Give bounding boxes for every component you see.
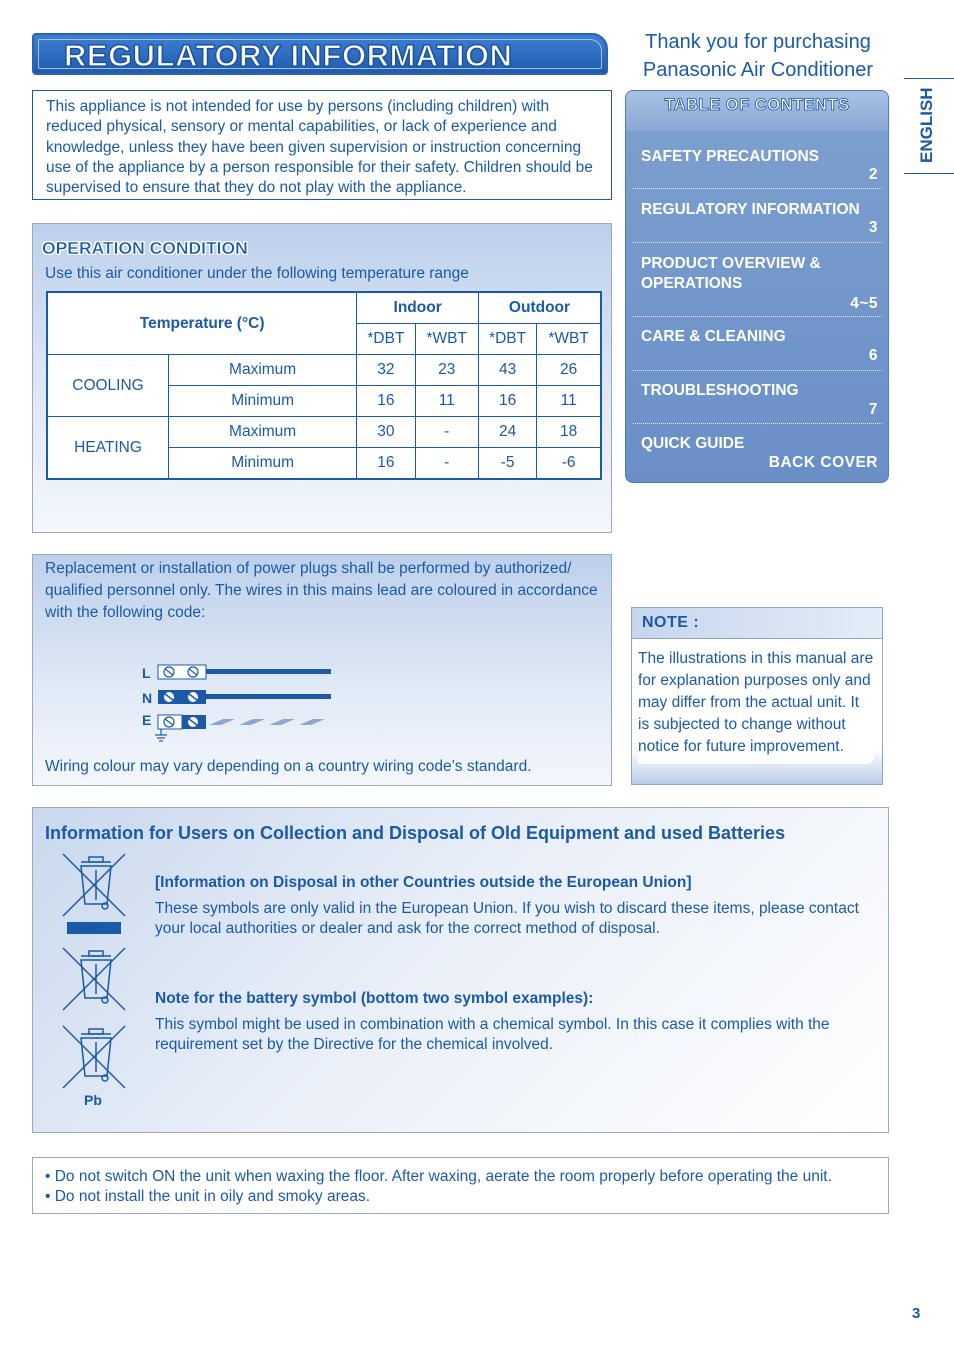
- disposal-text-outside-eu: These symbols are only valid in the European Union. If you wish to discard these items, please contact your local authorities or dealer and ask for the correct method of disposal.: [155, 900, 859, 937]
- value-cell: 30: [357, 417, 415, 448]
- toc-item-regulatory-information[interactable]: [633, 189, 882, 243]
- value-cell: 16: [357, 386, 415, 417]
- value-cell: 18: [537, 417, 601, 448]
- toc-item-label: CARE & CLEANING: [641, 328, 786, 345]
- value-cell: 23: [415, 355, 478, 386]
- warnings-box: [32, 1157, 889, 1214]
- limit-cell: Maximum: [169, 417, 357, 448]
- toc-item-page: 7: [868, 401, 878, 418]
- wire-label-earth: E: [142, 712, 152, 728]
- toc-item-page: BACK COVER: [768, 454, 878, 471]
- wire-label-neutral: N: [142, 690, 153, 706]
- title-banner: [32, 33, 608, 75]
- disposal-subheading-battery: Note for the battery symbol (bottom two symbol examples):: [155, 990, 594, 1007]
- limit-cell: Minimum: [169, 448, 357, 480]
- thanks-line-1: Thank you for purchasing: [645, 31, 871, 53]
- table-of-contents: [625, 90, 889, 483]
- operation-subtitle: Use this air conditioner under the following temperature range: [45, 265, 469, 282]
- toc-title-bar: [626, 91, 888, 131]
- limit-cell: Minimum: [169, 386, 357, 417]
- toc-item-page: 4~5: [850, 295, 878, 312]
- limit-cell: Maximum: [169, 355, 357, 386]
- value-cell: 16: [357, 448, 415, 480]
- indoor-header: Indoor: [357, 292, 479, 324]
- crossed-bin-icon: [61, 852, 127, 934]
- toc-item-label: REGULATORY INFORMATION: [641, 201, 860, 218]
- outdoor-wbt-header: *WBT: [537, 324, 601, 355]
- value-cell: 11: [537, 386, 601, 417]
- wiring-diagram: [153, 659, 333, 745]
- crossed-bin-icon: [61, 946, 127, 1014]
- wiring-instructions: Replacement or installation of power plugs shall be performed by authorized/ qualified personnel only. The wires in this mains lead are coloured in accordance with the following code:: [45, 560, 598, 621]
- language-tab: [904, 78, 954, 174]
- toc-item-page: 2: [868, 166, 878, 183]
- intro-text: This appliance is not intended for use by persons (including children) with reduced physical, sensory or mental capabilities, or lack of experience and knowledge, unless they have been given supervision or instruction concerning use of the appliance by a person responsible for their safety. Children should be supervised to ensure that they do not play with the appliance.: [46, 98, 593, 197]
- table-row: [47, 417, 601, 448]
- crossed-bin-icon: [61, 1024, 127, 1092]
- thank-you-message: [630, 28, 886, 84]
- outdoor-dbt-header: *DBT: [478, 324, 536, 355]
- disposal-information-panel: [32, 807, 889, 1133]
- value-cell: -: [415, 417, 478, 448]
- intro-notice: [32, 90, 612, 200]
- live-wire: [158, 665, 331, 679]
- temperature-header: Temperature (°C): [47, 292, 357, 355]
- toc-item-page: 6: [868, 347, 878, 364]
- warning-item: • Do not install the unit in oily and smoky areas.: [45, 1188, 371, 1205]
- temperature-table: [46, 291, 602, 480]
- note-text: The illustrations in this manual are for explanation purposes only and may differ from the actual unit. It is subjected to change without notice for future improvement.: [638, 648, 874, 764]
- language-tab-label: ENGLISH: [917, 87, 936, 163]
- note-header: [632, 608, 882, 639]
- toc-item-care-cleaning[interactable]: [633, 317, 882, 371]
- disposal-heading: Information for Users on Collection and Disposal of Old Equipment and used Batteries: [45, 823, 786, 843]
- mode-cell: HEATING: [47, 417, 169, 480]
- note-title: NOTE :: [642, 614, 700, 631]
- value-cell: 11: [415, 386, 478, 417]
- value-cell: 32: [357, 355, 415, 386]
- value-cell: -6: [537, 448, 601, 480]
- bin-underline-bar: [67, 922, 121, 934]
- disposal-subheading-outside-eu: [Information on Disposal in other Countries outside the European Union]: [155, 874, 692, 891]
- thanks-line-2: Panasonic Air Conditioner: [642, 59, 874, 81]
- toc-item-label: TROUBLESHOOTING: [641, 382, 799, 399]
- table-header-row: [47, 292, 601, 324]
- wire-label-live: L: [142, 665, 151, 681]
- value-cell: -: [415, 448, 478, 480]
- wiring-panel: [32, 554, 612, 786]
- value-cell: 24: [478, 417, 536, 448]
- note-box: [631, 607, 883, 785]
- value-cell: 26: [537, 355, 601, 386]
- toc-item-safety-precautions[interactable]: [633, 141, 882, 189]
- neutral-wire: [158, 690, 331, 704]
- toc-item-label: PRODUCT OVERVIEW & OPERATIONS: [641, 255, 821, 292]
- wiring-colour-note: Wiring colour may vary depending on a country wiring code’s standard.: [45, 758, 532, 775]
- operation-condition-panel: [32, 223, 612, 533]
- indoor-wbt-header: *WBT: [415, 324, 478, 355]
- toc-item-label: QUICK GUIDE: [641, 435, 745, 452]
- operation-heading: OPERATION CONDITION: [42, 238, 248, 258]
- table-row: [47, 355, 601, 386]
- mode-cell: COOLING: [47, 355, 169, 417]
- toc-item-product-overview[interactable]: [633, 243, 882, 317]
- indoor-dbt-header: *DBT: [357, 324, 415, 355]
- toc-title: TABLE OF CONTENTS: [664, 96, 850, 114]
- page-title: REGULATORY INFORMATION: [64, 38, 513, 73]
- earth-wire: [155, 715, 325, 741]
- toc-item-label: SAFETY PRECAUTIONS: [641, 148, 819, 165]
- outdoor-header: Outdoor: [478, 292, 601, 324]
- disposal-text-battery: This symbol might be used in combination with a chemical symbol. In this case it complies with the requirement set by the Directive for the chemical involved.: [155, 1016, 830, 1053]
- value-cell: 43: [478, 355, 536, 386]
- value-cell: -5: [478, 448, 536, 480]
- toc-item-troubleshooting[interactable]: [633, 371, 882, 424]
- warning-item: • Do not switch ON the unit when waxing the floor. After waxing, aerate the room properly before operating the unit.: [45, 1168, 832, 1185]
- toc-item-page: 3: [868, 219, 878, 236]
- chemical-symbol-label: Pb: [84, 1092, 102, 1108]
- value-cell: 16: [478, 386, 536, 417]
- page-number: 3: [912, 1305, 921, 1322]
- toc-item-quick-guide[interactable]: [633, 424, 882, 476]
